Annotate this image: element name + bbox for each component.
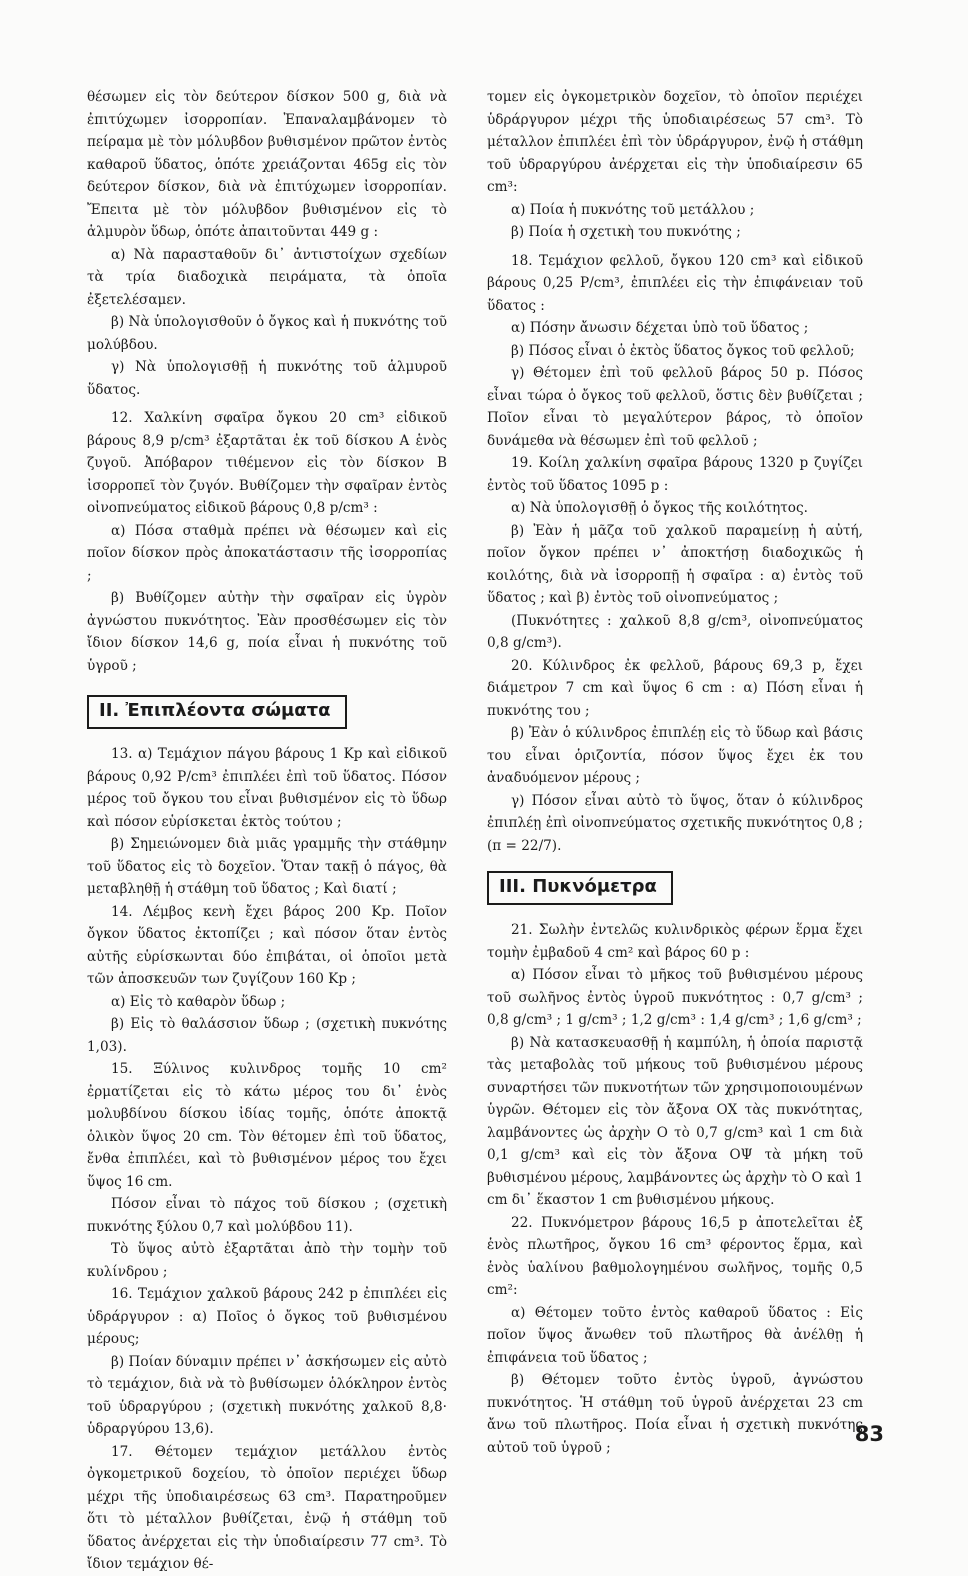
problem-15: 15. Ξύλινος κυλινδρος τομῆς 10 cm² ἐρματίζεται εἰς τὸ κάτω μέρος του δι᾽ ἑνὸς μολυβδίνου δίσκου ἰδίας τομῆς, ὁπότε ἀποκτᾷ ὁλικὸν ὕψος 20 cm. Τὸν θέτομεν ἐπὶ τοῦ ὕδατος, ἔνθα ἐπιπλέει, καὶ τὸ βυθισμένον μέρος του ἔχει ὕψος 16 cm. — [87, 1061, 447, 1190]
page-number: 83 — [854, 1422, 884, 1446]
paragraph: β) Βυθίζομεν αὐτὴν τὴν σφαῖραν εἰς ὑγρὸν ἀγνώστου πυκνότητος. Ἐὰν προσθέσωμεν εἰς τὸν ἴδιον δίσκον 14,6 g, ποία εἶναι ἡ πυκνότης τοῦ ὑγροῦ ; — [87, 590, 447, 674]
paragraph: β) Ποίαν δύναμιν πρέπει ν᾽ ἀσκήσωμεν εἰς αὐτὸ τὸ τεμάχιον, διὰ νὰ τὸ βυθίσωμεν ὁλόκληρον ἐντὸς τοῦ ὑδραργύρου ; (σχετικὴ πυκνότης χαλκοῦ 8,8· ὑδραργύρου 13,6). — [87, 1353, 447, 1437]
problem-12: 12. Χαλκίνη σφαῖρα ὄγκου 20 cm³ εἰδικοῦ βάρους 8,9 p/cm³ ἐξαρτᾶται ἐκ τοῦ δίσκου Α ἑνὸς ζυγοῦ. Ἀπόβαρον τιθέμενον εἰς τὸν δίσκον Β ἰσορροπεῖ τὸν ζυγόν. Βυθίζομεν τὴν σφαῖραν ἐντὸς οἰνοπνεύματος εἰδικοῦ βάρους 0,8 p/cm³ : — [87, 410, 447, 516]
paragraph: α) Ποία ἡ πυκνότης τοῦ μετάλλου ; — [511, 201, 755, 218]
problem-19: 19. Κοίλη χαλκίνη σφαῖρα βάρους 1320 p ζυγίζει ἐντὸς τοῦ ὕδατος 1095 p : — [487, 455, 863, 494]
problem-16: 16. Τεμάχιον χαλκοῦ βάρους 242 p ἐπιπλέει εἰς ὑδράργυρον : α) Ποῖος ὁ ὄγκος τοῦ βυθισμένου μέρους; — [87, 1286, 447, 1347]
problem-18: 18. Τεμάχιον φελλοῦ, ὄγκου 120 cm³ καὶ εἰδικοῦ βάρους 0,25 P/cm³, ἐπιπλέει εἰς τὴν ἐπιφάνειαν τοῦ ὕδατος : — [487, 252, 863, 314]
problem-20: 20. Κύλινδρος ἐκ φελλοῦ, βάρους 69,3 p, ἔχει διάμετρον 7 cm καὶ ὕψος 6 cm : α) Πόση εἶναι ἡ πυκνότης του ; — [487, 657, 863, 719]
paragraph: α) Πόσον εἶναι τὸ μῆκος τοῦ βυθισμένου μέρους τοῦ σωλῆνος ἐντὸς ὑγροῦ πυκνότητος : 0,7 g/cm³ ; 0,8 g/cm³ ; 1 g/cm³ ; 1,2 g/cm³ : 1,4 g/cm³ ; 1,6 g/cm³ ; — [487, 967, 863, 1028]
problem-22: 22. Πυκνόμετρον βάρους 16,5 p ἀποτελεῖται ἐξ ἑνὸς πλωτῆρος, ὄγκου 16 cm³ φέροντος ἕρμα, καὶ ἑνὸς ὑαλίνου βαθμολογημένου σωλῆνος, τομῆς 0,5 cm²: — [487, 1214, 863, 1298]
paragraph: β) Ποία ἡ σχετικὴ του πυκνότης ; — [511, 224, 741, 240]
paragraph: γ) Θέτομεν ἐπὶ τοῦ φελλοῦ βάρος 50 p. Πόσος εἶναι τώρα ὁ ὄγκος τοῦ φελλοῦ, ὅστις δὲν βυθίζεται ; Ποῖον εἶναι τὸ μεγαλύτερον βάρος, τὸ ὁποῖον δυνάμεθα νὰ θέσωμεν ἐπὶ τοῦ φελλοῦ ; — [487, 365, 863, 449]
problem-13: 13. α) Τεμάχιον πάγου βάρους 1 Kp καὶ εἰδικοῦ βάρους 0,92 P/cm³ ἐπιπλέει ἐπὶ τοῦ ὕδατος. Πόσον μέρος τοῦ ὄγκου του εἶναι βυθισμένον εἰς τὸ ὕδωρ καὶ πόσον εὑρίσκεται ἐκτὸς τούτου ; — [87, 746, 447, 830]
right-column — [487, 86, 863, 1459]
paragraph: Πόσον εἶναι τὸ πάχος τοῦ δίσκου ; (σχετικὴ πυκνότης ξύλου 0,7 καὶ μολύβδου 11). — [87, 1196, 447, 1235]
paragraph: β) Θέτομεν τοῦτο ἐντὸς ὑγροῦ, ἀγνώστου πυκνότητος. Ἡ στάθμη τοῦ ὑγροῦ ἀνέρχεται 23 cm ἄνω τοῦ πλωτῆρος. Ποία εἶναι ἡ σχετικὴ πυκνότης αὐτοῦ τοῦ ὑγροῦ ; — [487, 1372, 863, 1456]
paragraph: γ) Πόσον εἶναι αὐτὸ τὸ ὕψος, ὅταν ὁ κύλινδρος ἐπιπλέῃ ἐπὶ οἰνοπνεύματος σχετικῆς πυκνότητος 0,8 ; (π = 22/7). — [487, 792, 863, 854]
paragraph: β) Ἐὰν ὁ κύλινδρος ἐπιπλέῃ εἰς τὸ ὕδωρ καὶ βάσις του εἶναι ὁριζοντία, πόσον ὕψος ἔχει ἐκ του ἀναδυόμενον μέρους ; — [487, 725, 863, 786]
problem-17: 17. Θέτομεν τεμάχιον μετάλλου ἐντὸς ὀγκομετρικοῦ δοχείου, τὸ ὁποῖον περιέχει ὕδωρ μέχρι τῆς ὑποδιαιρέσεως 63 cm³. Παρατηροῦμεν ὅτι τὸ μέταλλον βυθίζεται, ἐνῷ ἡ στάθμη τοῦ ὕδατος ἀνέρχεται εἰς τὴν ὑποδιαίρεσιν 77 cm³. Τὸ ἴδιον τεμάχιον θέ- — [87, 1443, 447, 1572]
paragraph: β) Ἐὰν ἡ μᾶζα τοῦ χαλκοῦ παραμείνῃ ἡ αὐτή, ποῖον ὄγκον πρέπει ν᾽ ἀποκτήσῃ διαδοχικῶς ἡ κοιλότης, διὰ νὰ ἰσορροπῇ ἡ σφαῖρα : α) ἐντὸς τοῦ ὕδατος ; καὶ β) ἐντὸς τοῦ οἰνοπνεύματος ; — [487, 522, 863, 606]
paragraph: α) Πόσα σταθμὰ πρέπει νὰ θέσωμεν καὶ εἰς ποῖον δίσκον πρὸς ἀποκατάστασιν τῆς ἰσορροπίας ; — [87, 522, 447, 584]
paragraph: α) Νὰ παρασταθοῦν δι᾽ ἀντιστοίχων σχεδίων τὰ τρία διαδοχικὰ πειράματα, τὰ ὁποῖα ἐξετελέσαμεν. — [87, 246, 447, 308]
paragraph: α) Θέτομεν τοῦτο ἐντὸς καθαροῦ ὕδατος : Εἰς ποῖον ὕψος ἄνωθεν τοῦ πλωτῆρος θὰ ἀνέλθῃ ἡ ἐπιφάνεια τοῦ ὕδατος ; — [487, 1304, 863, 1366]
paragraph: Τὸ ὕψος αὐτὸ ἐξαρτᾶται ἀπὸ τὴν τομὴν τοῦ κυλίνδρου ; — [87, 1241, 447, 1280]
paragraph: β) Νὰ ὑπολογισθοῦν ὁ ὄγκος καὶ ἡ πυκνότης τοῦ μολύβδου. — [87, 314, 447, 353]
paragraph: α) Νὰ ὑπολογισθῇ ὁ ὄγκος τῆς κοιλότητος. — [511, 500, 808, 516]
problem-21: 21. Σωλὴν ἐντελῶς κυλινδρικὸς φέρων ἕρμα ἔχει τομὴν ἐμβαδοῦ 4 cm² καὶ βάρος 60 p : — [487, 922, 863, 961]
paragraph: α) Εἰς τὸ καθαρὸν ὕδωρ ; — [111, 993, 286, 1010]
section-heading-floating-bodies: II. Ἐπιπλέοντα σώματα — [87, 695, 347, 729]
problem-14: 14. Λέμβος κενὴ ἔχει βάρος 200 Kp. Ποῖον ὄγκον ὕδατος ἐκτοπίζει ; καὶ πόσον ὅταν ἐντὸς αὐτῆς εὑρίσκωνται δύο ἐπιβάται, οἱ ὁποῖοι μετὰ τῶν ἀποσκευῶν των ζυγίζουν 160 Kp ; — [87, 903, 447, 987]
left-column — [87, 86, 447, 1576]
paragraph: α) Πόσην ἄνωσιν δέχεται ὑπὸ τοῦ ὕδατος ; — [511, 320, 809, 336]
paragraph: β) Νὰ κατασκευασθῇ ἡ καμπύλη, ἡ ὁποία παριστᾷ τὰς μεταβολὰς τοῦ μήκους τοῦ βυθισμένου μέρους συναρτήσει τῶν πυκνοτήτων τῶν χρησιμοποιουμένων ὑγρῶν. Θέτομεν εἰς τὸν ἄξονα ΟΧ τὰς πυκνότητας, λαμβάνοντες ὡς ἀρχὴν Ο τὸ 0,7 g/cm³ καὶ 1 cm διὰ 0,1 g/cm³ καὶ εἰς τὸν ἄξονα ΟΨ τὰ μήκη τοῦ βυθισμένου μέρους, λαμβάνοντες ὡς ἀρχὴν τὸ Ο καὶ 1 cm δι᾽ ἕκαστον 1 cm βυθισμένου μήκους. — [487, 1034, 863, 1208]
paragraph: γ) Νὰ ὑπολογισθῇ ἡ πυκνότης τοῦ ἁλμυροῦ ὕδατος. — [87, 359, 447, 398]
paragraph: θέσωμεν εἰς τὸν δεύτερον δίσκον 500 g, διὰ νὰ ἐπιτύχωμεν ἰσορροπίαν. Ἐπαναλαμβάνομεν τὸ πείραμα μὲ τὸν μόλυβδον βυθισμένον πρῶτον ἐντὸς καθαροῦ ὕδατος, ὁπότε χρειάζονται 465g εἰς τὸν δεύτερον δίσκον, διὰ νὰ ἐπιτύχωμεν ἰσορροπίαν. Ἔπειτα μὲ τὸν μόλυβδον βυθισμένον εἰς τὸ ἁλμυρὸν ὕδωρ, ὁπότε ἀπαιτοῦνται 449 g : — [87, 89, 447, 240]
paragraph: β) Πόσος εἶναι ὁ ἐκτὸς ὕδατος ὄγκος τοῦ φελλοῦ; — [511, 342, 855, 359]
paragraph: β) Εἰς τὸ θαλάσσιον ὕδωρ ; (σχετικὴ πυκνότης 1,03). — [87, 1016, 447, 1055]
paragraph: (Πυκνότητες : χαλκοῦ 8,8 g/cm³, οἰνοπνεύματος 0,8 g/cm³). — [487, 612, 863, 651]
paragraph: τομεν εἰς ὀγκομετρικὸν δοχεῖον, τὸ ὁποῖον περιέχει ὑδράργυρον μέχρι τῆς ὑποδιαιρέσεως 57 cm³. Τὸ μέταλλον ἐπιπλέει ἐπὶ τὸν ὑδράργυρον, ἐνῷ ἡ στάθμη τοῦ ὑδραργύρου ἀνέρχεται εἰς τὴν ὑποδιαίρεσιν 65 cm³: — [487, 89, 863, 195]
section-heading-hydrometers: III. Πυκνόμετρα — [487, 871, 673, 905]
paragraph: β) Σημειώνομεν διὰ μιᾶς γραμμῆς τὴν στάθμην τοῦ ὕδατος εἰς τὸ δοχεῖον. Ὅταν τακῇ ὁ πάγος, θὰ μεταβληθῇ ἡ στάθμη τοῦ ὕδατος ; Καὶ διατί ; — [87, 836, 447, 897]
